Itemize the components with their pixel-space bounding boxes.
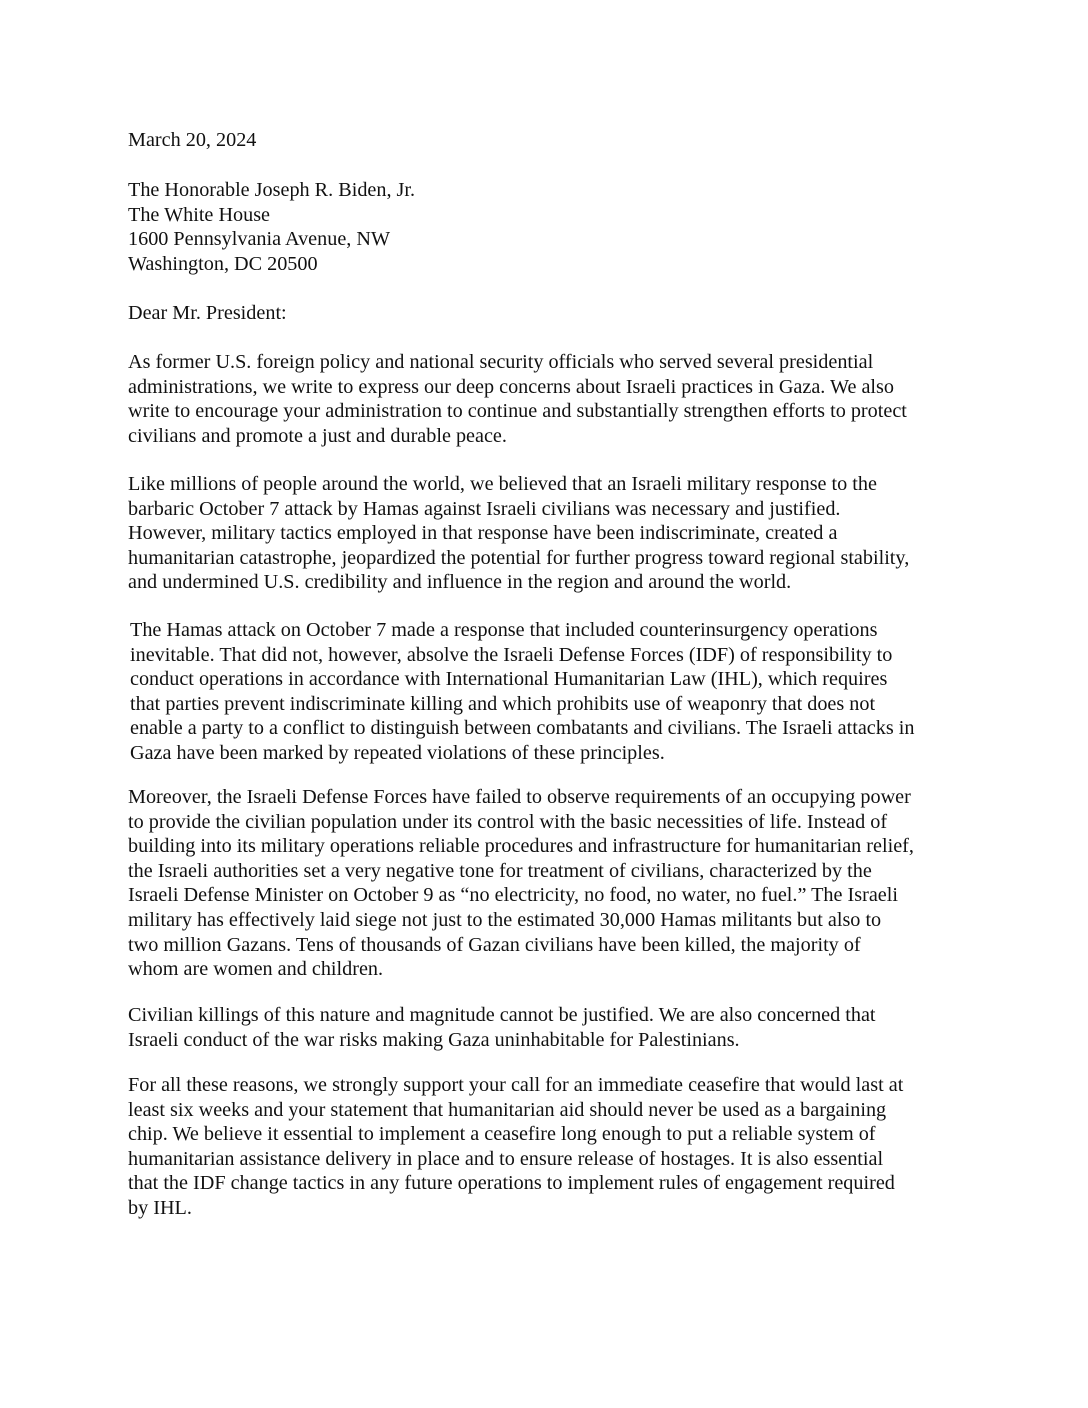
recipient-city: Washington, DC 20500	[128, 252, 318, 275]
paragraph-line: chip. We believe it essential to implement a ceasefire long enough to put a reliable system of	[128, 1123, 876, 1146]
paragraph-line: to provide the civilian population under its control with the basic necessities of life. Instead of	[128, 810, 888, 833]
paragraph-line: civilians and promote a just and durable peace.	[128, 424, 507, 447]
date-text: March 20, 2024	[128, 129, 257, 151]
paragraph-line: that parties prevent indiscriminate killing and which prohibits use of weaponry that does not	[130, 692, 876, 715]
paragraph-2	[128, 472, 968, 595]
paragraph-line: Civilian killings of this nature and magnitude cannot be justified. We are also concerned that	[128, 1004, 876, 1026]
paragraph-line: As former U.S. foreign policy and national security officials who served several presidential	[128, 351, 874, 373]
recipient-street: 1600 Pennsylvania Avenue, NW	[128, 228, 391, 251]
paragraph-line: humanitarian assistance delivery in place and to ensure release of hostages. It is also essential	[128, 1147, 884, 1170]
paragraph-line: building into its military operations reliable procedures and infrastructure for humanitarian relief,	[128, 835, 914, 858]
paragraph-line: least six weeks and your statement that humanitarian aid should never be used as a bargaining	[128, 1098, 887, 1121]
paragraph-line: Israeli conduct of the war risks making Gaza uninhabitable for Palestinians.	[128, 1028, 740, 1051]
paragraph-1	[128, 350, 968, 448]
paragraph-line: humanitarian catastrophe, jeopardized the potential for further progress toward regional stability,	[128, 546, 910, 569]
paragraph-5	[128, 1003, 968, 1052]
paragraph-line: and undermined U.S. credibility and influence in the region and around the world.	[128, 571, 792, 594]
paragraph-line: enable a party to a conflict to distinguish between combatants and civilians. The Israeli attacks in	[130, 717, 915, 740]
paragraph-line: inevitable. That did not, however, absolve the Israeli Defense Forces (IDF) of responsibility to	[130, 643, 893, 666]
paragraph-line: whom are women and children.	[128, 958, 384, 981]
paragraph-line: military has effectively laid siege not just to the estimated 30,000 Hamas militants but also to	[128, 908, 882, 931]
paragraph-line: administrations, we write to express our deep concerns about Israeli practices in Gaza. We also	[128, 375, 894, 398]
paragraph-3	[128, 618, 970, 766]
paragraph-line: that the IDF change tactics in any future operations to implement rules of engagement required	[128, 1172, 895, 1195]
paragraph-line: the Israeli authorities set a very negative tone for treatment of civilians, characterized by the	[128, 859, 872, 882]
paragraph-line: Like millions of people around the world, we believed that an Israeli military response to the	[128, 473, 877, 495]
paragraph-line: two million Gazans. Tens of thousands of Gazan civilians have been killed, the majority of	[128, 933, 861, 956]
paragraph-line: Moreover, the Israeli Defense Forces have failed to observe requirements of an occupying power	[128, 786, 911, 808]
paragraph-line: Israeli Defense Minister on October 9 as “no electricity, no food, no water, no fuel.” The Israeli	[128, 884, 898, 907]
paragraph-line: by IHL.	[128, 1196, 192, 1219]
paragraph-line: For all these reasons, we strongly support your call for an immediate ceasefire that would last at	[128, 1074, 904, 1096]
recipient-office: The White House	[128, 203, 271, 226]
paragraph-line: barbaric October 7 attack by Hamas against Israeli civilians was necessary and justified.	[128, 497, 841, 520]
paragraph-line: The Hamas attack on October 7 made a response that included counterinsurgency operations	[130, 619, 878, 641]
paragraph-6	[128, 1073, 968, 1221]
paragraph-line: write to encourage your administration to continue and substantially strengthen efforts to protect	[128, 400, 907, 423]
paragraph-4	[128, 785, 968, 982]
salutation-text: Dear Mr. President:	[128, 302, 287, 324]
paragraph-line: conduct operations in accordance with International Humanitarian Law (IHL), which requires	[130, 668, 888, 691]
recipient-name: The Honorable Joseph R. Biden, Jr.	[128, 179, 416, 201]
paragraph-line: However, military tactics employed in that response have been indiscriminate, created a	[128, 522, 838, 545]
paragraph-line: Gaza have been marked by repeated violations of these principles.	[130, 741, 665, 764]
letter-date	[128, 128, 968, 153]
recipient-address	[128, 178, 968, 276]
salutation	[128, 301, 968, 326]
